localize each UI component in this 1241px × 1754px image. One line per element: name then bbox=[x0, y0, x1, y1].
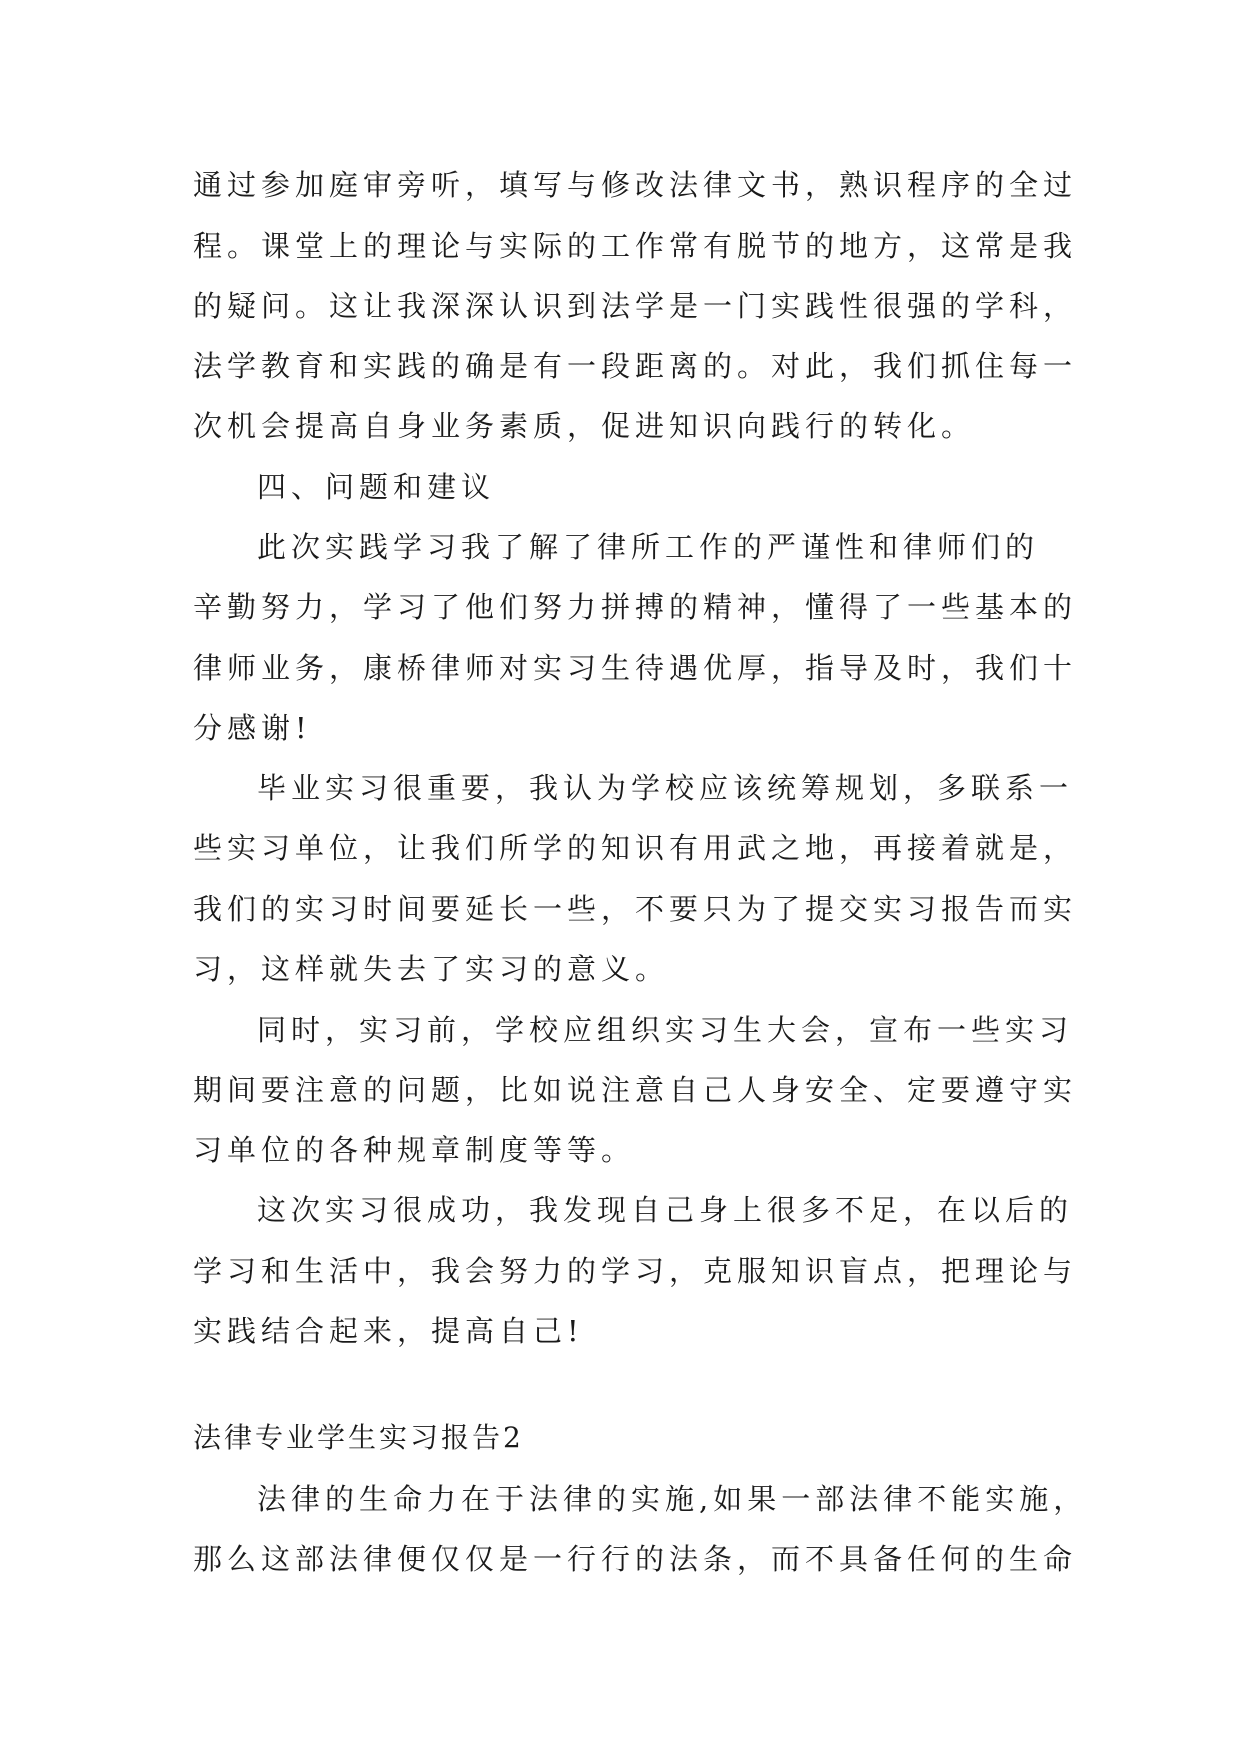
paragraph-line: 学习和生活中，我会努力的学习，克服知识盲点，把理论与 bbox=[193, 1254, 1078, 1288]
paragraph-line: 实践结合起来，提高自己! bbox=[193, 1314, 584, 1348]
paragraph-line: 次机会提高自身业务素质，促进知识向践行的转化。 bbox=[193, 409, 976, 443]
paragraph-line: 通过参加庭审旁听，填写与修改法律文书，熟识程序的全过 bbox=[193, 168, 1078, 202]
paragraph-line: 些实习单位，让我们所学的知识有用武之地，再接着就是， bbox=[193, 831, 1078, 865]
paragraph-line: 的疑问。这让我深深认识到法学是一门实践性很强的学科， bbox=[193, 289, 1078, 323]
paragraph-line: 我们的实习时间要延长一些，不要只为了提交实习报告而实 bbox=[193, 892, 1078, 926]
paragraph-line: 期间要注意的问题，比如说注意自己人身安全、定要遵守实 bbox=[193, 1073, 1078, 1107]
paragraph-line: 此次实践学习我了解了律所工作的严谨性和律师们的 bbox=[257, 530, 1040, 564]
paragraph-line: 毕业实习很重要，我认为学校应该统筹规划，多联系一 bbox=[257, 771, 1074, 805]
paragraph-line: 程。课堂上的理论与实际的工作常有脱节的地方，这常是我 bbox=[193, 229, 1078, 263]
paragraph-line: 律师业务，康桥律师对实习生待遇优厚，指导及时，我们十 bbox=[193, 651, 1078, 685]
paragraph-line: 这次实习很成功，我发现自己身上很多不足，在以后的 bbox=[257, 1193, 1074, 1227]
report-title: 法律专业学生实习报告2 bbox=[193, 1421, 524, 1454]
paragraph-line: 那么这部法律便仅仅是一行行的法条，而不具备任何的生命 bbox=[193, 1542, 1078, 1576]
section-heading: 四、问题和建议 bbox=[257, 470, 496, 504]
paragraph-line: 分感谢! bbox=[193, 711, 312, 745]
paragraph-line: 习，这样就失去了实习的意义。 bbox=[193, 952, 670, 986]
paragraph-line: 辛勤努力，学习了他们努力拼搏的精神，懂得了一些基本的 bbox=[193, 590, 1078, 624]
paragraph-line: 法律的生命力在于法律的实施,如果一部法律不能实施， bbox=[257, 1482, 1088, 1516]
paragraph-line: 同时，实习前，学校应组织实习生大会，宣布一些实习 bbox=[257, 1013, 1074, 1047]
paragraph-line: 习单位的各种规章制度等等。 bbox=[193, 1133, 636, 1167]
paragraph-line: 法学教育和实践的确是有一段距离的。对此，我们抓住每一 bbox=[193, 349, 1078, 383]
